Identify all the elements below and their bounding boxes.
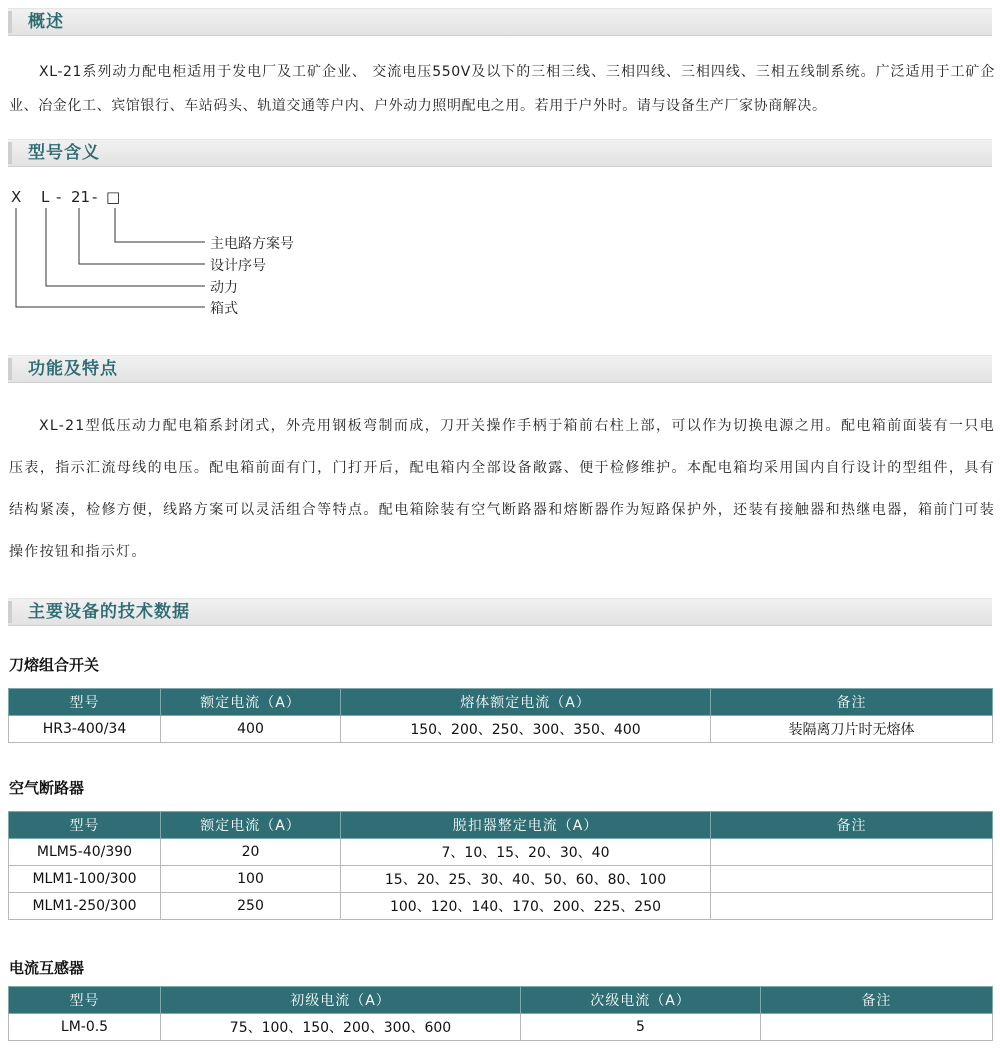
- header-model: 型号: [9, 812, 161, 839]
- cell-trip-setting-current: 7、10、15、20、30、40: [341, 839, 711, 866]
- cell-remark: 装隔离刀片时无熔体: [711, 716, 993, 743]
- header-remark: 备注: [711, 689, 993, 716]
- leader-line-box-type: [16, 208, 205, 307]
- model-code-x: X: [11, 188, 22, 206]
- header-model: 型号: [9, 987, 161, 1014]
- model-code-l: L: [41, 188, 50, 206]
- header-fuse-rated-current: 熔体额定电流（A）: [341, 689, 711, 716]
- model-label-box-type: 箱式: [210, 301, 238, 317]
- cell-rated-current: 250: [161, 893, 341, 920]
- cell-fuse-rated-current: 150、200、250、300、350、400: [341, 716, 711, 743]
- header-primary-current: 初级电流（A）: [161, 987, 521, 1014]
- section-bar-features: [8, 355, 992, 383]
- section-bar-model: [8, 139, 992, 167]
- table-header-row: [9, 987, 993, 1014]
- table3-title: 电流互感器: [9, 959, 85, 977]
- header-rated-current: 额定电流（A）: [161, 812, 341, 839]
- header-rated-current: 额定电流（A）: [161, 689, 341, 716]
- table-row: [9, 866, 993, 893]
- cell-rated-current: 400: [161, 716, 341, 743]
- model-label-power: 动力: [210, 280, 238, 296]
- features-paragraph: XL-21型低压动力配电箱系封闭式，外壳用钢板弯制而成，刀开关操作手柄于箱前右柱上部，可以作为切换电源之用。配电箱前面装有一只电压表，指示汇流母线的电压。配电箱前面有门，门打开后，配电箱内全部设备敞露、便于检修维护。本配电箱均采用国内自行设计的型组件，具有结构紧凑，检修方便，线路方案可以灵活组合等特点。配电箱除装有空气断路器和熔断器作为短路保护外，还装有接触器和热继电器，箱前门可装操作按钮和指示灯。: [9, 418, 995, 560]
- section-title-overview: 概述: [28, 12, 64, 32]
- cell-model: MLM1-250/300: [9, 893, 161, 920]
- section-title-tech: 主要设备的技术数据: [28, 602, 190, 622]
- table-row: [9, 1014, 993, 1041]
- model-code-dash-2: -: [92, 188, 98, 206]
- model-code-dash-1: -: [56, 188, 62, 206]
- table2-title: 空气断路器: [9, 779, 85, 797]
- cell-remark: [761, 1014, 993, 1041]
- section-title-features: 功能及特点: [28, 359, 118, 379]
- cell-rated-current: 20: [161, 839, 341, 866]
- table-current-transformer: [8, 986, 993, 1041]
- cell-remark: [711, 893, 993, 920]
- model-leader-lines: [0, 180, 360, 330]
- overview-paragraph: XL-21系列动力配电柜适用于发电厂及工矿企业、 交流电压550V及以下的三相三线、三相四线、三相四线、三相五线制系统。广泛适用于工矿企业、冶金化工、宾馆银行、车站码头、轨道交通等户内、户外动力照明配电之用。若用于户外时。请与设备生产厂家协商解决。: [9, 64, 995, 114]
- cell-trip-setting-current: 15、20、25、30、40、50、60、80、100: [341, 866, 711, 893]
- cell-trip-setting-current: 100、120、140、170、200、225、250: [341, 893, 711, 920]
- table-header-row: [9, 689, 993, 716]
- cell-model: MLM1-100/300: [9, 866, 161, 893]
- model-code-box: □: [106, 188, 121, 206]
- leader-line-design-number: [79, 208, 205, 264]
- header-remark: 备注: [711, 812, 993, 839]
- model-label-design-number: 设计序号: [210, 258, 266, 274]
- table-knife-fuse-switch: [8, 688, 993, 743]
- table-air-circuit-breaker: [8, 811, 993, 920]
- leader-line-main-circuit: [115, 208, 205, 242]
- section-title-model: 型号含义: [28, 143, 100, 163]
- model-code-diagram: [0, 180, 360, 330]
- table-header-row: [9, 812, 993, 839]
- cell-primary-current: 75、100、150、200、300、600: [161, 1014, 521, 1041]
- table1-title: 刀熔组合开关: [9, 656, 100, 674]
- cell-remark: [711, 866, 993, 893]
- section-bar-overview: [8, 8, 992, 36]
- cell-remark: [711, 839, 993, 866]
- table-row: [9, 893, 993, 920]
- table-row: [9, 716, 993, 743]
- model-label-main-circuit: 主电路方案号: [210, 236, 294, 252]
- header-secondary-current: 次级电流（A）: [521, 987, 761, 1014]
- table-row: [9, 839, 993, 866]
- header-model: 型号: [9, 689, 161, 716]
- header-trip-setting-current: 脱扣器整定电流（A）: [341, 812, 711, 839]
- leader-line-power: [46, 208, 205, 286]
- cell-model: MLM5-40/390: [9, 839, 161, 866]
- section-bar-tech: [8, 598, 992, 626]
- cell-model: HR3-400/34: [9, 716, 161, 743]
- cell-model: LM-0.5: [9, 1014, 161, 1041]
- header-remark: 备注: [761, 987, 993, 1014]
- cell-secondary-current: 5: [521, 1014, 761, 1041]
- model-code-21: 21: [71, 188, 91, 206]
- cell-rated-current: 100: [161, 866, 341, 893]
